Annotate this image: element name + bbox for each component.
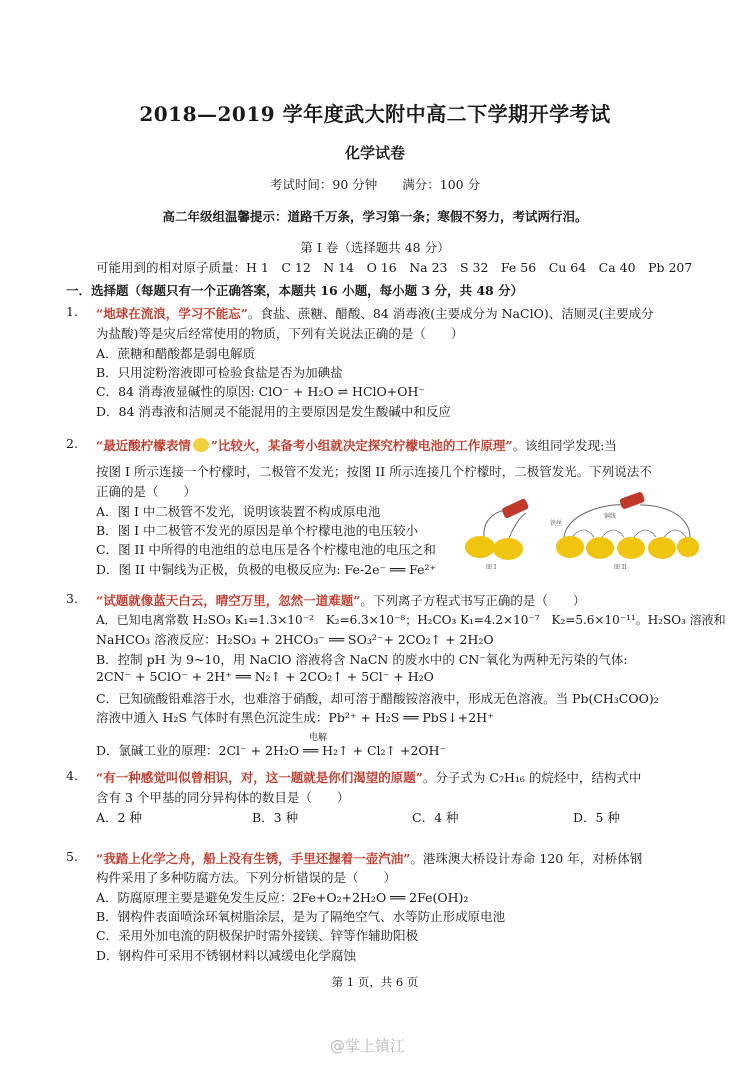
q3-stem-line1	[96, 591, 585, 609]
q4-quote: “有一种感觉叫似曾相识，对，这一题就是你们渴望的原题”	[96, 770, 423, 785]
electrolysis-condition: 电解	[309, 733, 328, 743]
lemon-icon	[648, 537, 676, 559]
q5-stem-line1	[96, 849, 642, 867]
q2-option-a: A．图 I 中二极管不发光，说明该装置不构成原电池	[96, 504, 381, 519]
lemon-icon	[586, 537, 614, 559]
q1-stem-line1	[96, 304, 654, 322]
q1-stem-text1: 。食盐、蔗糖、醋酸、84 消毒液(主要成分为 NaClO)、洁厕灵(主要成分	[247, 306, 654, 321]
q4-stem-text1: 。分子式为 C₇H₁₆ 的烷烃中，结构式中	[422, 770, 642, 785]
iron-wire-label: 铁丝	[550, 520, 563, 527]
q3-option-b-line1: B．控制 pH 为 9~10，用 NaClO 溶液将含 NaCN 的废水中的 CN⁻氧化为两种无污染的气体:	[96, 652, 628, 667]
q4-option-c: C．4 种	[412, 810, 459, 825]
q2-stem-line2: 按图 I 所示连接一个柠檬时，二极管不发光；按图 II 所示连接几个柠檬时，二极管发光。下列说法不	[96, 464, 652, 479]
q1-option-c: C．84 消毒液显碱性的原因: ClO⁻ + H₂O ⇌ HClO+OH⁻	[96, 384, 425, 399]
q5-option-b: B．钢构件表面喷涂环氧树脂涂层，是为了隔绝空气、水等防止形成原电池	[96, 909, 506, 924]
copper-wire-label: 铜线	[604, 513, 617, 520]
q5-option-d: D．钢构件可采用不锈钢材料以减缓电化学腐蚀	[96, 948, 357, 963]
q3-option-c-line2: 溶液中通入 H₂S 气体时有黑色沉淀生成：Pb²⁺ + H₂S ══ PbS↓+2H⁺	[96, 710, 494, 725]
q1-option-b: B．只用淀粉溶液即可检验食盐是否为加碘盐	[96, 365, 343, 380]
exam-meta: 考试时间：90 分钟 满分：100 分	[269, 177, 481, 192]
q4-option-b: B．3 种	[252, 810, 299, 825]
q3-option-a-line2: NaHCO₃ 溶液反应：H₂SO₃ + 2HCO₃⁻ ══ SO₃²⁻+ 2CO₂↑ + 2H₂O	[96, 632, 494, 647]
atomic-masses: 可能用到的相对原子质量：H 1 C 12 N 14 O 16 Na 23 S 32 Fe 56 Cu 64 Ca 40 Pb 207	[96, 260, 693, 275]
q4-option-d: D．5 种	[573, 810, 620, 825]
lemon-battery-figure	[464, 485, 700, 571]
q3-option-b-line2: 2CN⁻ + 5ClO⁻ + 2H⁺ ══ N₂↑ + 2CO₂↑ + 5Cl⁻ + H₂O	[96, 669, 434, 684]
q2-quote-part1: “最近酸柠檬表情	[96, 438, 191, 453]
led-diode-icon	[619, 491, 645, 510]
q3-number: 3.	[66, 591, 78, 606]
q1-number: 1.	[66, 304, 78, 319]
q5-stem-text1: 。港珠澳大桥设计寿命 120 年，对桥体钢	[410, 851, 643, 866]
figure-1-label: 图 I	[486, 564, 497, 571]
exam-title: 2018—2019 学年度武大附中高二下学期开学考试	[139, 102, 611, 126]
figure-1	[465, 498, 529, 571]
q5-quote: “我踏上化学之舟，船上没有生锈，手里还握着一壶汽油”	[96, 851, 411, 866]
subject-title: 化学试卷	[344, 144, 405, 162]
lemon-icon	[677, 537, 699, 557]
led-diode-icon	[501, 498, 529, 519]
q3-option-c-line1: C．已知硫酸铅难溶于水，也难溶于硝酸，却可溶于醋酸铵溶液中，形成无色溶液。当 Pb(CH₃COO)₂	[96, 691, 659, 706]
q4-number: 4.	[66, 768, 78, 783]
q2-number: 2.	[66, 436, 78, 451]
lemon-emoji-icon	[193, 438, 209, 452]
q4-stem-line2: 含有 3 个甲基的同分异构体的数目是（ ）	[96, 790, 350, 805]
lemon-icon	[617, 537, 645, 559]
grade-tip: 高二年级组温馨提示：道路千万条，学习第一条；寒假不努力，考试两行泪。	[162, 209, 588, 224]
weibo-watermark: @掌上镇江	[330, 1037, 406, 1055]
q1-stem-line2: 为盐酸)等是灾后经常使用的物质，下列有关说法正确的是（ ）	[96, 326, 464, 341]
q3-option-d: D．氯碱工业的原理：2Cl⁻ + 2H₂O ══ H₂↑ + Cl₂↑ +2OH⁻	[96, 743, 447, 758]
figure-2	[550, 491, 699, 571]
q3-quote: “试题就像蓝天白云，晴空万里，忽然一道难题”	[96, 593, 361, 608]
q4-option-a: A．2 种	[96, 810, 142, 825]
q1-option-d: D．84 消毒液和洁厕灵不能混用的主要原因是发生酸碱中和反应	[96, 404, 451, 419]
q4-stem-line1	[96, 768, 641, 786]
q5-option-c: C．采用外加电流的阴极保护时需外接镁、锌等作辅助阳极	[96, 928, 419, 943]
q2-option-c: C．图 II 中所得的电池组的总电压是各个柠檬电池的电压之和	[96, 542, 436, 557]
q2-stem-line3: 正确的是（ ）	[96, 484, 197, 499]
q5-number: 5.	[66, 849, 78, 864]
lemon-icon	[556, 536, 584, 558]
q3-stem-text1: 。下列离子方程式书写正确的是（ ）	[360, 593, 586, 608]
q5-option-a: A．防腐原理主要是避免发生反应：2Fe+O₂+2H₂O ══ 2Fe(OH)₂	[96, 890, 469, 905]
q3-option-a-line1: A．已知电离常数 H₂SO₃ K₁=1.3×10⁻² K₂=6.3×10⁻⁸；H₂CO₃ K₁=4.2×10⁻⁷ K₂=5.6×10⁻¹¹。H₂SO₃ 溶液和	[96, 613, 726, 627]
q2-stem-line1	[96, 436, 617, 454]
q2-stem-text1: 。该组同学发现:当	[512, 438, 617, 453]
volume-heading: 第 I 卷（选择题共 48 分）	[300, 240, 450, 255]
q2-option-d: D．图 II 中铜线为正极，负极的电极反应为: Fe-2e⁻ ══ Fe²⁺	[96, 562, 437, 577]
figure-2-label: 图 II	[614, 564, 627, 571]
q2-option-b: B．图 I 中二极管不发光的原因是单个柠檬电池的电压较小	[96, 523, 419, 538]
q1-quote: “地球在流浪，学习不能忘”	[96, 306, 248, 321]
lemon-icon	[465, 536, 495, 558]
lemon-icon	[493, 538, 523, 560]
page-footer: 第 1 页，共 6 页	[331, 975, 419, 989]
q2-quote-part2: ”比较火，某备考小组就决定探究柠檬电池的工作原理”	[210, 438, 513, 453]
q5-stem-line2: 构件采用了多种防腐方法。下列分析错误的是（ ）	[96, 870, 397, 885]
q1-option-a: A．蔗糖和醋酸都是弱电解质	[96, 346, 256, 361]
section-heading: 一．选择题（每题只有一个正确答案，本题共 16 小题，每小题 3 分，共 48 分）	[66, 283, 524, 298]
